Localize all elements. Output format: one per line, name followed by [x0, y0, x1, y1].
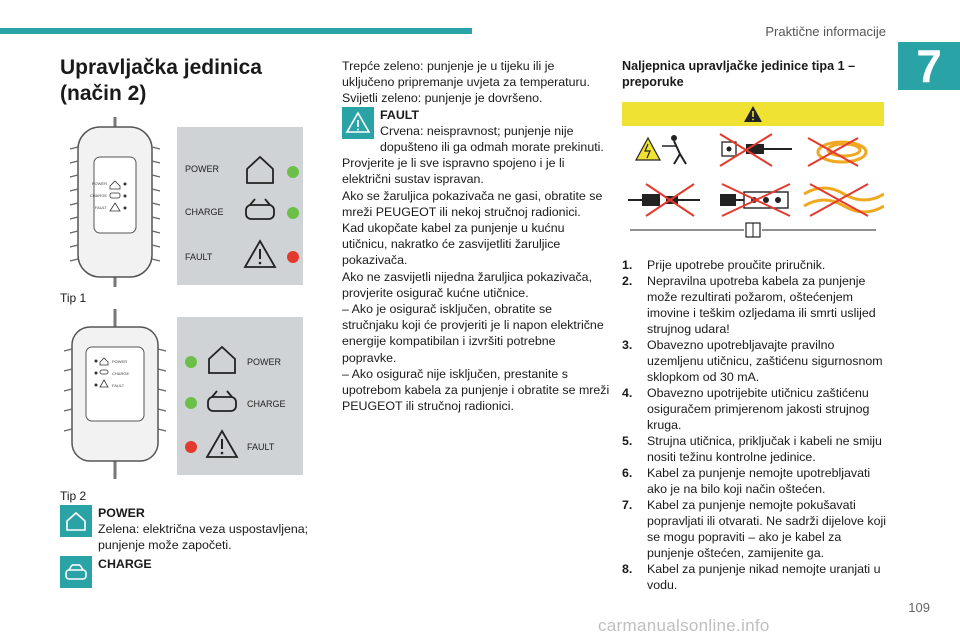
power-text: Zelena: električna veza uspostavljena; punjenje može započeti. — [98, 522, 309, 553]
page-number: 109 — [908, 600, 930, 615]
list-text: Kabel za punjenje nikad nemojte uranjati u vodu. — [647, 562, 881, 592]
fault-title: FAULT — [380, 107, 419, 122]
paragraph-1: Provjerite je li sve ispravno spojeno i je li električni sustav ispravan. — [342, 156, 565, 187]
recommendations-list — [622, 257, 886, 593]
device-fault-label: FAULT — [94, 205, 107, 210]
charge-led-2 — [185, 397, 197, 409]
list-number: 6. — [622, 466, 633, 480]
charge-led — [287, 207, 299, 219]
legend-panel-type1 — [177, 127, 303, 285]
list-item — [622, 273, 886, 337]
list-number: 1. — [622, 258, 633, 272]
list-number: 4. — [622, 386, 633, 400]
list-text: Obavezno upotrijebite utičnicu zaštićenu osiguračem primjerenom jakosti strujnog kruga. — [647, 386, 870, 432]
charge-status-block — [60, 556, 310, 590]
list-text: Kabel za punjenje nemojte upotrebljavati ako je na bilo koji način oštećen. — [647, 466, 871, 496]
warning-triangle-icon — [342, 107, 374, 139]
sticker-title: Naljepnica upravljačke jedinice tipa 1 – preporuke — [622, 59, 856, 89]
watermark: carmanualsonline.info — [598, 616, 770, 635]
control-unit-horizontal-image — [60, 309, 170, 479]
middle-column — [342, 58, 610, 414]
list-number: 2. — [622, 274, 633, 288]
list-number: 5. — [622, 434, 633, 448]
device-charge-label: CHARGE — [89, 193, 107, 198]
figure2-caption: Tip 2 — [60, 489, 87, 503]
list-text: Obavezno upotrebljavajte pravilno uzemljenu utičnicu, zaštićenu sigurnosnom sklopkom od 30 mA. — [647, 338, 883, 384]
list-item — [622, 337, 886, 385]
section-label: Praktične informacije — [765, 24, 886, 39]
fault-status-block — [342, 107, 610, 156]
list-item — [622, 561, 886, 593]
list-item — [622, 433, 886, 465]
device2-power-label: POWER — [112, 359, 128, 364]
legend2-power-label: POWER — [247, 357, 282, 367]
list-number: 8. — [622, 562, 633, 576]
paragraph-3: Kad ukopčate kabel za punjenje u kućnu utičnicu, nakratko će zasvijetliti žaruljice pokazivača. — [342, 221, 565, 268]
device2-charge-label: CHARGE — [112, 371, 130, 376]
power-led — [287, 166, 299, 178]
legend2-charge-label: CHARGE — [247, 399, 286, 409]
paragraph-2: Ako se žaruljica pokazivača ne gasi, obratite se mreži PEUGEOT ili nekoj stručnoj radionici. — [342, 188, 603, 219]
chapter-badge: 7 — [898, 42, 960, 90]
list-number: 3. — [622, 338, 633, 352]
legend-charge-label: CHARGE — [185, 207, 224, 217]
list-text: Strujna utičnica, priključak i kabeli ne smiju nositi težinu kontrolne jedinice. — [647, 434, 882, 464]
list-item — [622, 257, 886, 273]
list-text: Nepravilna upotreba kabela za punjenje može rezultirati požarom, oštećenjem imovine i teškim ozljedama ili smrti uslijed strujnog udara! — [647, 274, 876, 336]
control-unit-vertical-image — [60, 117, 170, 287]
right-column — [622, 58, 886, 593]
section-title: Upravljačka jedinica (način 2) — [60, 56, 262, 105]
power-title: POWER — [98, 506, 145, 520]
list-text: Kabel za punjenje nemojte pokušavati popravljati ili otvarati. Ne sadrži dijelove koji se mogu popraviti – ako je kabel za punjenje oštećen, zamijenite ga. — [647, 498, 886, 560]
list-item — [622, 497, 886, 561]
device-power-label: POWER — [91, 181, 107, 186]
legend-power-label: POWER — [185, 164, 220, 174]
legend-fault-label: FAULT — [185, 252, 213, 262]
list-item — [622, 465, 886, 497]
fault-led — [287, 251, 299, 263]
paragraph-4: Ako ne zasvijetli nijedna žaruljica pokazivača, provjerite osigurač kućne utičnice. — [342, 269, 593, 300]
paragraph-5: – Ako je osigurač isključen, obratite se stručnjaku koji će provjeriti je li napon električne energije kompatibilan i izvršiti potrebne popravke. — [342, 302, 604, 365]
car-icon — [60, 556, 92, 588]
list-number: 7. — [622, 498, 633, 512]
device2-fault-label: FAULT — [112, 383, 125, 388]
figure-type2 — [60, 309, 310, 479]
fault-text: Crvena: neispravnost; punjenje nije dopušteno ili ga odmah morate prekinuti. — [380, 123, 604, 155]
list-text: Prije upotrebe proučite priručnik. — [647, 258, 826, 272]
charge-description: Trepće zeleno: punjenje je u tijeku ili je uključeno pripremanje uvjeta za temperaturu. Svijetli zeleno: punjenje je dovršeno. — [342, 59, 590, 106]
legend2-fault-label: FAULT — [247, 442, 275, 452]
figure1-caption: Tip 1 — [60, 291, 87, 305]
paragraph-6: – Ako osigurač nije isključen, prestanite s upotrebom kabela za punjenje i obratite se mreži PEUGEOT ili stručnoj radionici. — [342, 366, 610, 414]
control-unit-sticker-image — [622, 102, 884, 242]
figure-type1 — [60, 117, 310, 287]
legend-panel-type2 — [177, 317, 303, 475]
list-item — [622, 385, 886, 433]
left-column — [60, 55, 310, 590]
fault-led-2 — [185, 441, 197, 453]
power-status-block — [60, 505, 310, 554]
power-led-2 — [185, 356, 197, 368]
charge-title: CHARGE — [98, 556, 152, 571]
header-accent-bar — [0, 28, 472, 34]
home-icon — [60, 505, 92, 537]
